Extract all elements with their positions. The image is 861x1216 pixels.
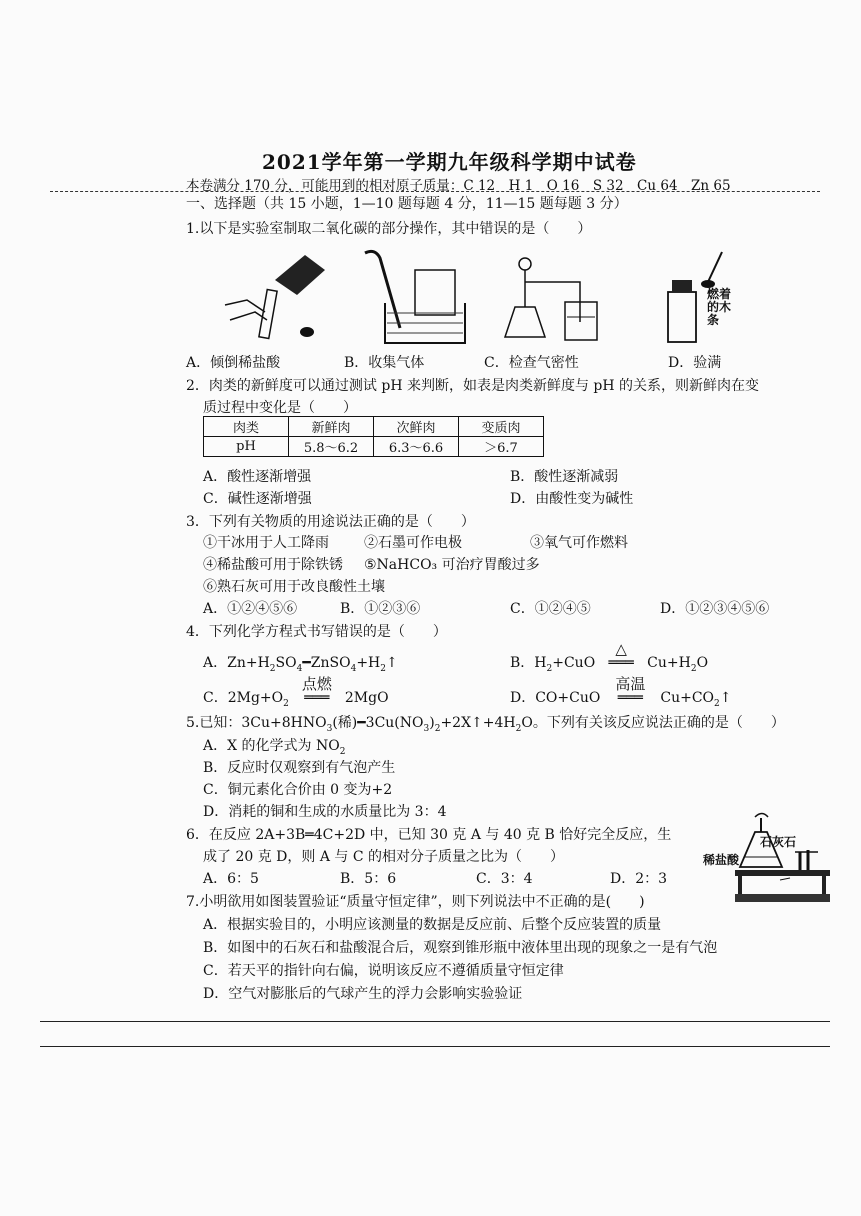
q6-option-c: C．3：4 — [476, 871, 533, 887]
ph-table-cell: pH — [204, 437, 289, 457]
ph-table-header: 肉类 — [204, 417, 289, 437]
q1-option-a: A．倾倒稀盐酸 — [186, 355, 281, 371]
q3-option-a: A．①②④⑤⑥ — [203, 601, 298, 617]
q7-option-d: D．空气对膨胀后的气球产生的浮力会影响实验验证 — [203, 986, 523, 1002]
label-limestone: 石灰石 — [760, 835, 797, 849]
exam-info: 本卷满分 170 分，可能用到的相对原子质量：C 12 H 1 O 16 S 32 Cu 64 Zn 65 — [186, 178, 731, 194]
ph-table-row — [204, 437, 544, 457]
ph-table-cell: 5.8～6.2 — [289, 437, 374, 457]
q6-option-a: A．6：5 — [203, 871, 259, 887]
q1-option-d: D．验满 — [668, 355, 722, 371]
q3-item-5: ⑤NaHCO₃ 可治疗胃酸过多 — [364, 557, 540, 573]
q3-item-3: ③氧气可作燃料 — [530, 535, 628, 551]
q6-stem-line1: 6．在反应 2A+3B═4C+2D 中，已知 30 克 A 与 40 克 B 恰好完全反应，生 — [186, 827, 672, 843]
q4-option-c: C．$2Mg+O_2$ 点燃 ═══ 2MgO — [203, 675, 389, 709]
q1-burning-stick-label: 燃着的木条 — [707, 287, 732, 327]
q7-stem: 7.小明欲用如图装置验证“质量守恒定律”，则下列说法中不正确的是( ) — [186, 894, 645, 910]
q2-stem-line1: 2．肉类的新鲜度可以通过测试 pH 来判断，如表是肉类新鲜度与 pH 的关系，则新鲜肉在变 — [186, 378, 760, 394]
q4-condition-high-temp: 高温 — [615, 675, 646, 693]
q7-option-a: A．根据实验目的，小明应该测量的数据是反应前、后整个反应装置的质量 — [203, 917, 662, 933]
q2-stem-line2: 质过程中变化是（ ） — [203, 400, 357, 416]
q3-item-2: ②石墨可作电极 — [364, 535, 462, 551]
q7-option-c: C．若天平的指针向右偏，说明该反应不遵循质量守恒定律 — [203, 963, 564, 979]
q4-option-a: A．$Zn+H_2SO_4━ZnSO_4+H_2↑$ — [203, 655, 398, 674]
q5-option-d: D．消耗的铜和生成的水质量比为 3：4 — [203, 804, 447, 820]
q1-figure-c — [510, 252, 610, 347]
q2-option-c: C．碱性逐渐增强 — [203, 491, 312, 507]
q4-condition-heat: △ — [615, 640, 627, 658]
q4-condition-ignite: 点燃 — [301, 675, 332, 693]
q3-item-4: ④稀盐酸可用于除铁锈 — [203, 557, 343, 573]
q2-option-b: B．酸性逐渐减弱 — [510, 469, 619, 485]
ph-table-header: 新鲜肉 — [289, 417, 374, 437]
q5-option-a: A．X 的化学式为 $NO_2$ — [203, 738, 346, 757]
q3-item-1: ①干冰用于人工降雨 — [203, 535, 329, 551]
section-heading: 一、选择题（共 15 小题，1—10 题每题 4 分，11—15 题每题 3 分） — [186, 196, 628, 212]
ph-table-header: 次鲜肉 — [374, 417, 459, 437]
exam-title: 2021学年第一学期九年级科学期中试卷 — [262, 150, 637, 174]
q5-option-b: B．反应时仅观察到有气泡产生 — [203, 760, 396, 776]
footer-rule-1 — [40, 1021, 830, 1022]
q7-option-b: B．如图中的石灰石和盐酸混合后，观察到锥形瓶中液体里出现的现象之一是有气泡 — [203, 940, 718, 956]
q5-stem: 5.已知：$3Cu+8HNO_3$(稀)$━3Cu(NO_3)_2+2X↑+4H_2O$。下列有关该反应说法正确的是（ ） — [186, 715, 785, 734]
q5-option-c: C．铜元素化合价由 0 变为+2 — [203, 782, 393, 798]
label-dilute-hcl: 稀盐酸 — [703, 853, 740, 867]
q4-option-d: D．CO+CuO 高温 ═══ $Cu+CO_2↑$ — [510, 675, 732, 709]
q1-figure-a — [225, 250, 325, 345]
q3-option-c: C．①②④⑤ — [510, 601, 591, 617]
q3-option-d: D．①②③④⑤⑥ — [660, 601, 770, 617]
ph-table-header-row — [204, 417, 544, 437]
q1-figure-b — [360, 248, 465, 346]
q6-stem-line2: 成了 20 克 D，则 A 与 C 的相对分子质量之比为（ ） — [203, 849, 565, 865]
q4-option-b: B．$H_2+CuO$ △ ═══ $Cu+H_2O$ — [510, 640, 709, 674]
q6-option-b: B．5：6 — [340, 871, 397, 887]
q4-stem: 4．下列化学方程式书写错误的是（ ） — [186, 624, 447, 640]
ph-table — [203, 416, 544, 457]
ph-table-header: 变质肉 — [459, 417, 544, 437]
q3-option-b: B．①②③⑥ — [340, 601, 421, 617]
q1-option-c: C．检查气密性 — [484, 355, 579, 371]
footer-rule-2 — [40, 1046, 830, 1047]
q2-option-a: A．酸性逐渐增强 — [203, 469, 312, 485]
q3-stem: 3．下列有关物质的用途说法正确的是（ ） — [186, 514, 475, 530]
q1-stem: 1.以下是实验室制取二氧化碳的部分操作，其中错误的是（ ） — [186, 221, 592, 237]
q1-option-b: B．收集气体 — [344, 355, 425, 371]
header-divider — [50, 191, 820, 192]
q6-option-d: D．2：3 — [610, 871, 668, 887]
q2-option-d: D．由酸性变为碱性 — [510, 491, 634, 507]
ph-table-cell: ＞6.7 — [459, 437, 544, 457]
ph-table-cell: 6.3～6.6 — [374, 437, 459, 457]
q3-item-6: ⑥熟石灰可用于改良酸性土壤 — [203, 579, 385, 595]
q5-stem-tail: 。下列有关该反应说法正确的是（ ） — [532, 715, 785, 731]
